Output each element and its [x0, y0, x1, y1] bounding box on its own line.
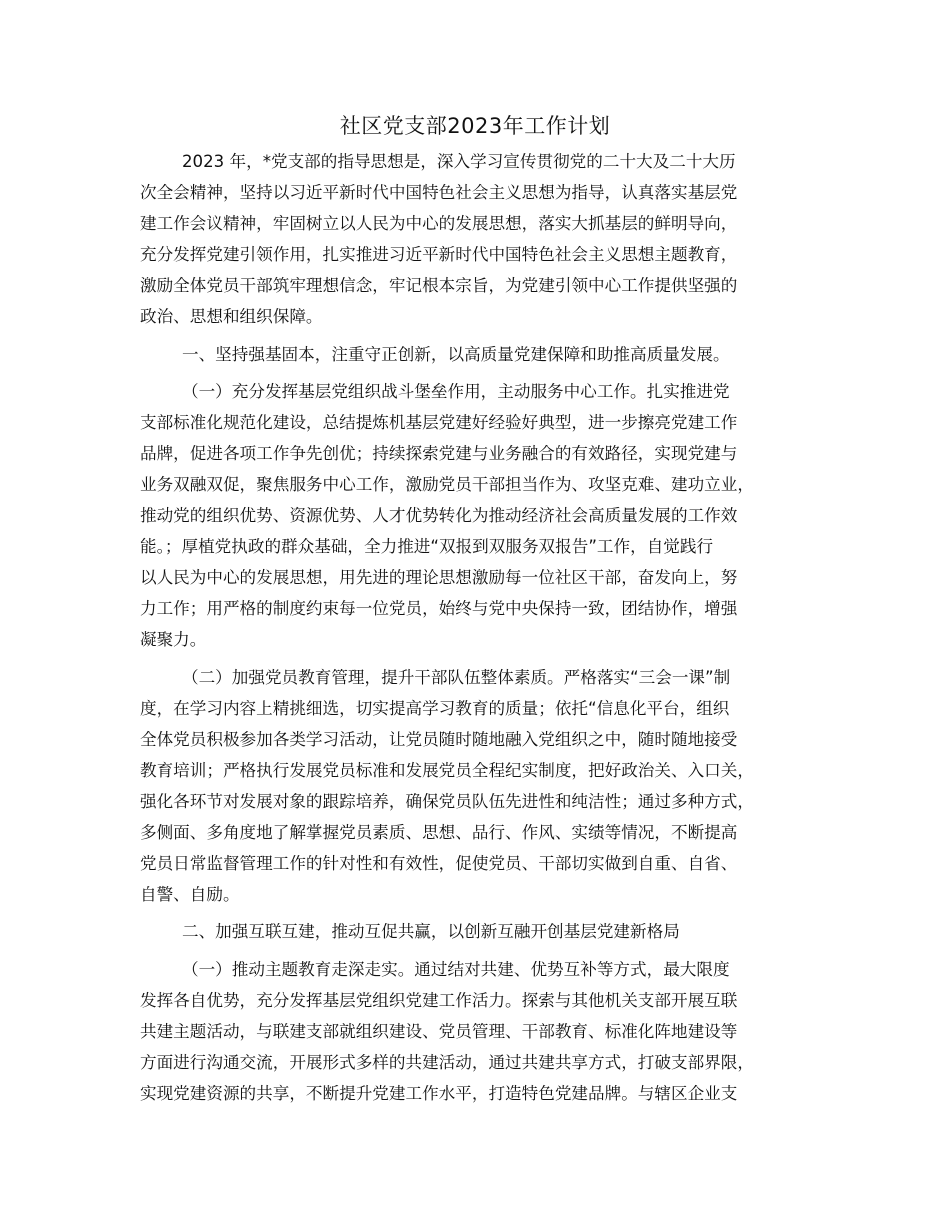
text-line: 教育培训；严格执行发展党员标准和发展党员全程纪实制度，把好政治关、入口关， — [140, 760, 754, 780]
text-line: 2023 年，*党支部的指导思想是，深入学习宣传贯彻党的二十大及二十大历 — [182, 152, 736, 171]
text-line: 政治、思想和组织保障。 — [140, 307, 323, 326]
text-line: 共建主题活动，与联建支部就组织建设、党员管理、干部教育、标准化阵地建设等 — [140, 1021, 738, 1041]
text-line: 次全会精神，坚持以习近平新时代中国特色社会主义思想为指导，认真落实基层党 — [140, 183, 738, 202]
text-line: 业务双融双促，聚焦服务中心工作，激励党员干部担当作为、攻坚克难、建功立业， — [140, 475, 754, 494]
paragraph-section-2-item-1 — [140, 954, 830, 1109]
text-line: （一）推动主题教育走深走实。通过结对共建、优势互补等方式，最大限度 — [182, 959, 730, 979]
text-line: 激励全体党员干部筑牢理想信念，牢记根本宗旨，为党建引领中心工作提供坚强的 — [140, 276, 738, 295]
text-line: （二）加强党员教育管理，提升干部队伍整体素质。严格落实“三会一课”制 — [182, 667, 731, 687]
text-line: 凝聚力。 — [140, 630, 207, 649]
text-line: 自警、自励。 — [140, 884, 240, 904]
document-body — [140, 146, 830, 1109]
text-line: 力工作；用严格的制度约束每一位党员，始终与党中央保持一致，团结协作，增强 — [140, 599, 738, 618]
page-title: 社区党支部2023年工作计划 — [339, 114, 611, 138]
text-line: 全体党员积极参加各类学习活动，让党员随时随地融入党组织之中，随时随地接受 — [140, 729, 738, 749]
text-line: 支部标准化规范化建设，总结提炼机基层党建好经验好典型，进一步擦亮党建工作 — [140, 413, 738, 432]
text-line: 度，在学习内容上精挑细选，切实提高学习教育的质量；依托“信息化平台，组织 — [140, 698, 730, 718]
text-line: 以人民为中心的发展思想，用先进的理论思想激励每一位社区干部，奋发向上，努 — [140, 568, 738, 587]
section-heading-1 — [140, 339, 830, 370]
text-line: 充分发挥党建引领作用，扎实推进习近平新时代中国特色社会主义思想主题教育， — [140, 245, 738, 264]
text-line: 能。；厚植党执政的群众基础，全力推进“双报到双服务双报告”工作，自觉践行 — [140, 537, 714, 556]
paragraph-intro — [140, 146, 830, 332]
text-line: 一、坚持强基固本，注重守正创新，以高质量党建保障和助推高质量发展。 — [182, 344, 730, 364]
text-line: 强化各环节对发展对象的跟踪培养，确保党员队伍先进性和纯洁性；通过多种方式， — [140, 791, 754, 811]
paragraph-section-1-item-2 — [140, 662, 830, 910]
text-line: （一）充分发挥基层党组织战斗堡垒作用，主动服务中心工作。扎实推进党 — [182, 382, 730, 401]
text-line: 实现党建资源的共享，不断提升党建工作水平，打造特色党建品牌。与辖区企业支 — [140, 1083, 738, 1103]
text-line: 品牌，促进各项工作争先创优；持续探索党建与业务融合的有效路径，实现党建与 — [140, 444, 738, 463]
paragraph-section-1-item-1 — [140, 376, 830, 655]
text-line: 发挥各自优势，充分发挥基层党组织党建工作活力。探索与其他机关支部开展互联 — [140, 990, 738, 1010]
text-line: 方面进行沟通交流，开展形式多样的共建活动，通过共建共享方式，打破支部界限， — [140, 1052, 754, 1072]
text-line: 建工作会议精神，牢固树立以人民为中心的发展思想，落实大抓基层的鲜明导向， — [140, 214, 738, 233]
text-line: 多侧面、多角度地了解掌握党员素质、思想、品行、作风、实绩等情况，不断提高 — [140, 822, 738, 842]
section-heading-2 — [140, 916, 830, 947]
text-line: 党员日常监督管理工作的针对性和有效性，促使党员、干部切实做到自重、自省、 — [140, 853, 738, 873]
text-line: 二、加强互联互建，推动互促共赢，以创新互融开创基层党建新格局 — [182, 922, 680, 941]
text-line: 推动党的组织优势、资源优势、人才优势转化为推动经济社会高质量发展的工作效 — [140, 506, 738, 525]
